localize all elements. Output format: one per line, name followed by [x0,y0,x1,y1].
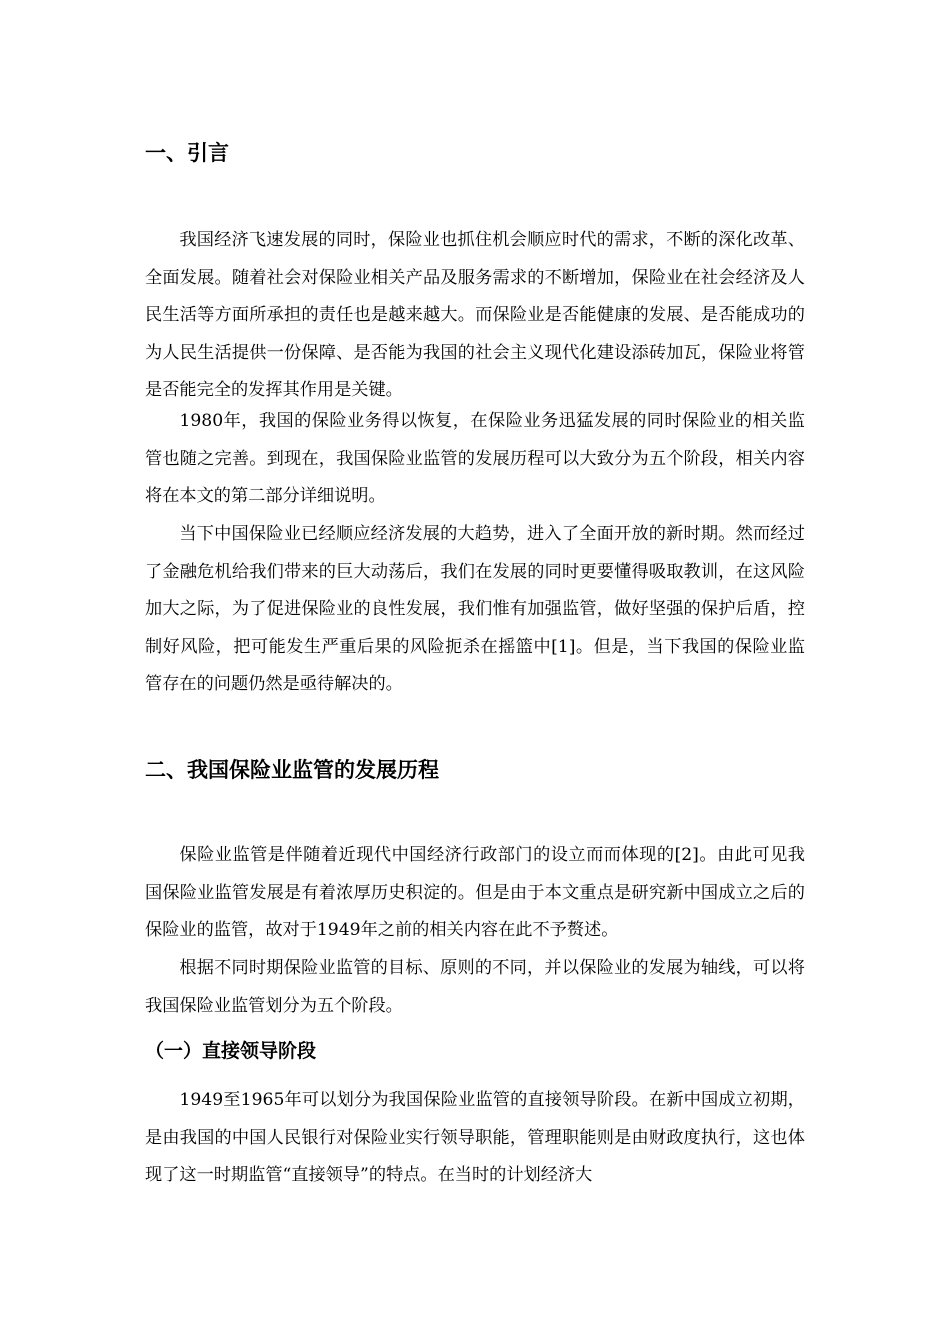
section-1-paragraph-2: 1980年，我国的保险业务得以恢复，在保险业务迅猛发展的同时保险业的相关监管也随之完善。到现在，我国保险业监管的发展历程可以大致分为五个阶段，相关内容将在本文的第二部分详细说明。 [145,411,805,506]
section-2-heading: 二、我国保险业监管的发展历程 [145,758,439,782]
section-2-paragraph-2: 根据不同时期保险业监管的目标、原则的不同，并以保险业的发展为轴线，可以将我国保险业监管划分为五个阶段。 [145,958,805,1016]
subsection-1-paragraph-1: 1949至1965年可以划分为我国保险业监管的直接领导阶段。在新中国成立初期，是由我国的中国人民银行对保险业实行领导职能，管理职能则是由财政度执行，这也体现了这一时期监管“直接领导”的特点。在当时的计划经济大 [145,1090,805,1185]
section-1-paragraph-1: 我国经济飞速发展的同时，保险业也抓住机会顺应时代的需求，不断的深化改革、全面发展。随着社会对保险业相关产品及服务需求的不断增加，保险业在社会经济及人民生活等方面所承担的责任也是越来越大。而保险业是否能健康的发展、是否能成功的为人民生活提供一份保障、是否能为我国的社会主义现代化建设添砖加瓦，保险业将管是否能完全的发挥其作用是关键。 [145,230,805,400]
section-1-paragraph-3: 当下中国保险业已经顺应经济发展的大趋势，进入了全面开放的新时期。然而经过了金融危机给我们带来的巨大动荡后，我们在发展的同时更要懂得吸取教训，在这风险加大之际，为了促进保险业的良性发展，我们惟有加强监管，做好坚强的保护后盾，控制好风险，把可能发生严重后果的风险扼杀在摇篮中[1]。但是，当下我国的保险业监管存在的问题仍然是亟待解决的。 [145,524,805,694]
subsection-1-heading: （一）直接领导阶段 [145,1040,317,1062]
section-2-paragraph-1: 保险业监管是伴随着近现代中国经济行政部门的设立而而体现的[2]。由此可见我国保险业监管发展是有着浓厚历史积淀的。但是由于本文重点是研究新中国成立之后的保险业的监管，故对于1949年之前的相关内容在此不予赘述。 [145,845,805,940]
section-1-heading: 一、引言 [145,141,229,165]
